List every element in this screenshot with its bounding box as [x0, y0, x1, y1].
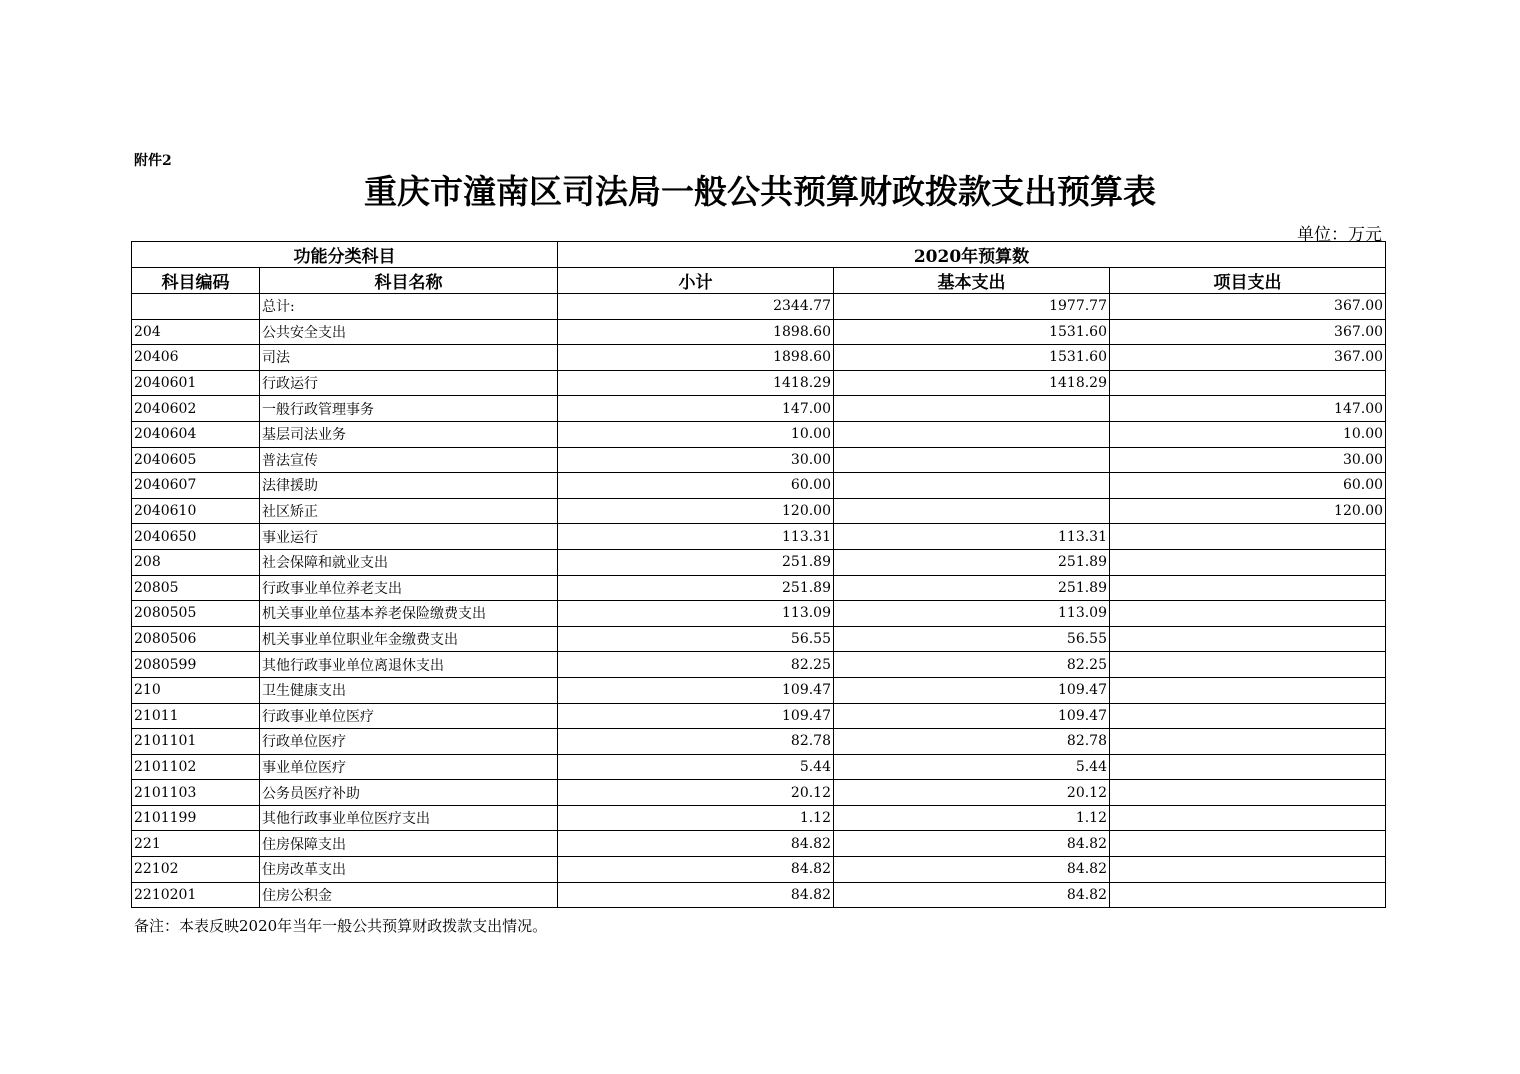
row-code-cell: 2040604: [132, 421, 260, 447]
row-basic-cell: [834, 396, 1110, 422]
row-code-cell: [132, 294, 260, 320]
budget-table: [131, 241, 1386, 908]
row-basic-cell: 56.55: [834, 626, 1110, 652]
footnote: 备注：本表反映2020年当年一般公共预算财政拨款支出情况。: [134, 917, 548, 935]
row-basic-cell: 251.89: [834, 549, 1110, 575]
row-subtotal-cell: 84.82: [558, 857, 834, 883]
row-subtotal-cell: 113.09: [558, 601, 834, 627]
table-row: [132, 601, 1386, 627]
table-row: [132, 294, 1386, 320]
unit-label: 单位：万元: [1297, 225, 1382, 245]
row-project-cell: 60.00: [1110, 473, 1386, 499]
row-basic-cell: 113.31: [834, 524, 1110, 550]
row-subtotal-cell: 82.25: [558, 652, 834, 678]
row-code-cell: 21011: [132, 703, 260, 729]
row-project-cell: [1110, 831, 1386, 857]
table-row: [132, 549, 1386, 575]
row-project-cell: [1110, 729, 1386, 755]
row-code-cell: 2101199: [132, 805, 260, 831]
budget-year-header: 2020年预算数: [558, 242, 1386, 268]
code-column-header: 科目编码: [132, 268, 260, 294]
table-body: [132, 294, 1386, 908]
row-project-cell: [1110, 754, 1386, 780]
table-row: [132, 857, 1386, 883]
row-name-cell: 行政单位医疗: [260, 729, 558, 755]
table-row: [132, 370, 1386, 396]
row-subtotal-cell: 2344.77: [558, 294, 834, 320]
row-basic-cell: 20.12: [834, 780, 1110, 806]
row-name-cell: 其他行政事业单位离退休支出: [260, 652, 558, 678]
row-name-cell: 住房保障支出: [260, 831, 558, 857]
row-project-cell: 367.00: [1110, 294, 1386, 320]
table-row: [132, 473, 1386, 499]
row-project-cell: [1110, 524, 1386, 550]
row-name-cell: 机关事业单位职业年金缴费支出: [260, 626, 558, 652]
row-name-cell: 公共安全支出: [260, 319, 558, 345]
row-code-cell: 2040601: [132, 370, 260, 396]
row-code-cell: 2101103: [132, 780, 260, 806]
row-basic-cell: 82.25: [834, 652, 1110, 678]
row-subtotal-cell: 60.00: [558, 473, 834, 499]
table-row: [132, 677, 1386, 703]
row-basic-cell: 82.78: [834, 729, 1110, 755]
table-row: [132, 780, 1386, 806]
group-header-row: [132, 242, 1386, 268]
row-basic-cell: [834, 473, 1110, 499]
row-basic-cell: 84.82: [834, 831, 1110, 857]
table-row: [132, 498, 1386, 524]
row-basic-cell: 84.82: [834, 882, 1110, 908]
row-project-cell: [1110, 882, 1386, 908]
row-basic-cell: [834, 421, 1110, 447]
row-name-cell: 事业单位医疗: [260, 754, 558, 780]
row-basic-cell: 1531.60: [834, 345, 1110, 371]
row-code-cell: 2210201: [132, 882, 260, 908]
row-subtotal-cell: 109.47: [558, 703, 834, 729]
row-name-cell: 行政事业单位养老支出: [260, 575, 558, 601]
row-code-cell: 210: [132, 677, 260, 703]
row-project-cell: 10.00: [1110, 421, 1386, 447]
row-name-cell: 行政事业单位医疗: [260, 703, 558, 729]
row-subtotal-cell: 1.12: [558, 805, 834, 831]
row-subtotal-cell: 1898.60: [558, 319, 834, 345]
row-subtotal-cell: 120.00: [558, 498, 834, 524]
row-project-cell: 30.00: [1110, 447, 1386, 473]
row-code-cell: 2040650: [132, 524, 260, 550]
row-subtotal-cell: 113.31: [558, 524, 834, 550]
attachment-label: 附件2: [134, 153, 172, 169]
row-code-cell: 2080505: [132, 601, 260, 627]
row-name-cell: 行政运行: [260, 370, 558, 396]
table-row: [132, 882, 1386, 908]
row-code-cell: 2040605: [132, 447, 260, 473]
row-subtotal-cell: 30.00: [558, 447, 834, 473]
row-subtotal-cell: 20.12: [558, 780, 834, 806]
row-subtotal-cell: 251.89: [558, 549, 834, 575]
row-code-cell: 2040602: [132, 396, 260, 422]
table-row: [132, 805, 1386, 831]
row-code-cell: 2040607: [132, 473, 260, 499]
row-basic-cell: 5.44: [834, 754, 1110, 780]
row-basic-cell: 113.09: [834, 601, 1110, 627]
row-project-cell: 367.00: [1110, 345, 1386, 371]
row-code-cell: 22102: [132, 857, 260, 883]
table-row: [132, 575, 1386, 601]
row-basic-cell: 1531.60: [834, 319, 1110, 345]
table-row: [132, 652, 1386, 678]
basic-column-header: 基本支出: [834, 268, 1110, 294]
table-row: [132, 626, 1386, 652]
table-row: [132, 524, 1386, 550]
row-project-cell: 120.00: [1110, 498, 1386, 524]
row-code-cell: 20406: [132, 345, 260, 371]
page-title: 重庆市潼南区司法局一般公共预算财政拨款支出预算表: [364, 172, 1156, 211]
row-basic-cell: [834, 498, 1110, 524]
row-subtotal-cell: 56.55: [558, 626, 834, 652]
row-name-cell: 住房改革支出: [260, 857, 558, 883]
row-name-cell: 总计:: [260, 294, 558, 320]
row-subtotal-cell: 147.00: [558, 396, 834, 422]
row-code-cell: 204: [132, 319, 260, 345]
row-project-cell: [1110, 780, 1386, 806]
row-basic-cell: 1977.77: [834, 294, 1110, 320]
row-project-cell: [1110, 626, 1386, 652]
row-name-cell: 基层司法业务: [260, 421, 558, 447]
row-project-cell: [1110, 601, 1386, 627]
row-basic-cell: 109.47: [834, 703, 1110, 729]
table-row: [132, 831, 1386, 857]
row-name-cell: 一般行政管理事务: [260, 396, 558, 422]
table-row: [132, 421, 1386, 447]
row-subtotal-cell: 1418.29: [558, 370, 834, 396]
row-code-cell: 208: [132, 549, 260, 575]
row-code-cell: 2040610: [132, 498, 260, 524]
row-name-cell: 住房公积金: [260, 882, 558, 908]
row-project-cell: [1110, 652, 1386, 678]
table-row: [132, 447, 1386, 473]
project-column-header: 项目支出: [1110, 268, 1386, 294]
row-name-cell: 卫生健康支出: [260, 677, 558, 703]
row-subtotal-cell: 82.78: [558, 729, 834, 755]
row-basic-cell: [834, 447, 1110, 473]
row-basic-cell: 84.82: [834, 857, 1110, 883]
row-basic-cell: 1418.29: [834, 370, 1110, 396]
row-code-cell: 2101102: [132, 754, 260, 780]
subtotal-column-header: 小计: [558, 268, 834, 294]
row-code-cell: 221: [132, 831, 260, 857]
row-subtotal-cell: 10.00: [558, 421, 834, 447]
row-subtotal-cell: 109.47: [558, 677, 834, 703]
row-project-cell: [1110, 677, 1386, 703]
row-project-cell: [1110, 549, 1386, 575]
row-project-cell: [1110, 575, 1386, 601]
row-project-cell: [1110, 805, 1386, 831]
row-code-cell: 2080506: [132, 626, 260, 652]
table-row: [132, 754, 1386, 780]
row-code-cell: 2101101: [132, 729, 260, 755]
row-basic-cell: 1.12: [834, 805, 1110, 831]
row-name-cell: 事业运行: [260, 524, 558, 550]
table-row: [132, 703, 1386, 729]
row-subtotal-cell: 1898.60: [558, 345, 834, 371]
column-header-row: [132, 268, 1386, 294]
row-name-cell: 社区矫正: [260, 498, 558, 524]
row-project-cell: 367.00: [1110, 319, 1386, 345]
name-column-header: 科目名称: [260, 268, 558, 294]
row-name-cell: 法律援助: [260, 473, 558, 499]
row-code-cell: 20805: [132, 575, 260, 601]
function-class-header: 功能分类科目: [132, 242, 558, 268]
row-project-cell: 147.00: [1110, 396, 1386, 422]
table-row: [132, 729, 1386, 755]
row-name-cell: 社会保障和就业支出: [260, 549, 558, 575]
row-name-cell: 普法宣传: [260, 447, 558, 473]
row-project-cell: [1110, 370, 1386, 396]
table-row: [132, 319, 1386, 345]
row-subtotal-cell: 5.44: [558, 754, 834, 780]
row-subtotal-cell: 84.82: [558, 882, 834, 908]
row-subtotal-cell: 251.89: [558, 575, 834, 601]
row-code-cell: 2080599: [132, 652, 260, 678]
row-project-cell: [1110, 703, 1386, 729]
row-project-cell: [1110, 857, 1386, 883]
row-name-cell: 其他行政事业单位医疗支出: [260, 805, 558, 831]
row-subtotal-cell: 84.82: [558, 831, 834, 857]
table-row: [132, 396, 1386, 422]
row-name-cell: 公务员医疗补助: [260, 780, 558, 806]
row-basic-cell: 251.89: [834, 575, 1110, 601]
row-name-cell: 机关事业单位基本养老保险缴费支出: [260, 601, 558, 627]
row-basic-cell: 109.47: [834, 677, 1110, 703]
row-name-cell: 司法: [260, 345, 558, 371]
table-row: [132, 345, 1386, 371]
